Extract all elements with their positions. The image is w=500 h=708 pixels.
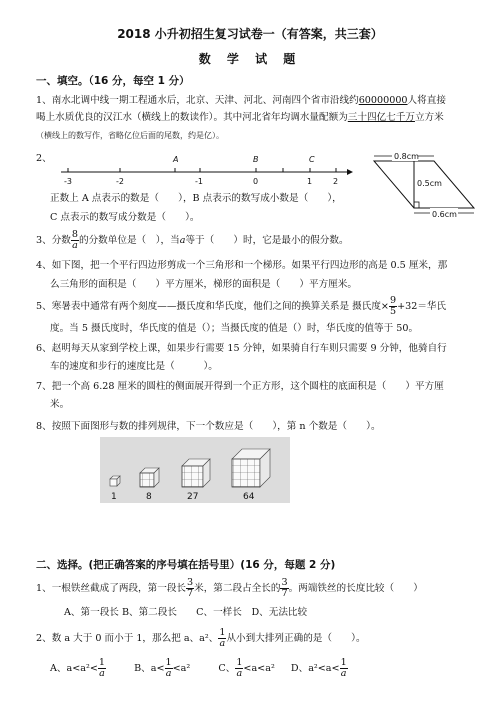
question-2-label: 2、	[36, 153, 52, 164]
s2q2-option-c-num: 1	[236, 657, 243, 668]
s2q2-option-d-den: a	[340, 668, 347, 679]
tick-label-two: 2	[333, 177, 339, 186]
q5-text-a: 5、寒暑表中通常有两个刻度——摄氏度和华氏度，他们之间的换算关系是 摄氏度×	[36, 301, 389, 312]
s2q2-option-b-fraction	[165, 658, 173, 679]
question-7-line-1: 7、把一个高 6.28 厘米的圆柱的侧面展开得到一个正方形，这个圆柱的底面积是（ ）平方厘	[36, 381, 444, 392]
number-line-diagram	[55, 150, 355, 192]
q3-text-c: 等于（ ）时，它是最小的假分数。	[185, 235, 349, 246]
question-5-line-1	[36, 296, 446, 317]
q5-text-b: +32＝华氏	[397, 301, 447, 312]
section-2-question-2	[36, 628, 366, 649]
section-2-question-2-options	[50, 658, 348, 679]
tick-label-neg1: -1	[195, 177, 203, 186]
tick-label-neg3: -3	[64, 177, 72, 186]
question-6-line-1: 6、赵明每天从家到学校上课，如果步行需要 15 分钟，如果骑自行车则只需要 9 分钟，他骑自行	[36, 343, 447, 354]
question-5-line-2: 度。当 5 摄氏度时，华氏度的值是（）；当摄氏度的值是（）时，华氏度的值等于 50。	[50, 323, 419, 334]
q3-variable: a	[179, 235, 186, 246]
s2q1-text-c: 。两端铁丝的长度比较（ ）	[288, 583, 423, 594]
bottom-length-label: 0.6cm	[432, 210, 457, 219]
q1-text-c: 喝上水质优良的汉江水（横线上的数读作）。其中河北省年均调水量配额为	[36, 112, 348, 123]
s2q2-option-a-fraction	[98, 658, 106, 679]
cube-8	[140, 468, 159, 487]
parallelogram-diagram	[368, 150, 484, 222]
s2q2-option-b-tail: <a²	[172, 663, 191, 674]
document-subtitle: 数 学 试 题	[198, 52, 302, 66]
section-2-heading: 二、选择。(把正确答案的序号填在括号里）(16 分，每题 2 分)	[36, 559, 336, 571]
question-2-line-2: C 点表示的数写成分数是（ ）。	[50, 212, 200, 223]
q3-text-a: 3、分数	[36, 235, 71, 246]
q1-text-d: 立方米	[414, 112, 444, 123]
q3-text-b: 的分数单位是（ ），当	[79, 235, 180, 246]
point-label-b: B	[253, 155, 259, 164]
question-1-line-1	[36, 94, 446, 107]
s2q2-option-d-fraction	[340, 658, 348, 679]
cube-label-1: 1	[111, 492, 117, 502]
q5-fraction-numerator: 9	[389, 295, 397, 306]
s2q2-fraction-denominator: a	[219, 638, 226, 649]
question-7-line-2: 米。	[50, 399, 70, 410]
tick-label-zero: 0	[253, 177, 259, 186]
cube-stacks	[100, 437, 290, 503]
q1-population-number: 60000000	[358, 95, 408, 106]
question-4-line-2: 么三角形的面积是（ ）平方厘米，梯形的面积是（ ）平方厘米。	[50, 279, 357, 290]
question-1-line-3: （横线上的数写作，省略亿位后面的尾数，约是亿）。	[36, 131, 224, 140]
s2q1-text-a: 1、一根铁丝截成了两段，第一段长	[36, 583, 187, 594]
document-title: 2018 小升初招生复习试卷一（有答案，共三套）	[117, 27, 383, 41]
question-2-line-1: 正数上 A 点表示的数是（ ），B 点表示的数写成小数是（ ），	[50, 193, 342, 204]
section-2-question-1-options: A、第一段长 B、第二段长 C、一样长 D、无法比较	[64, 607, 308, 618]
question-6-line-2: 车的速度和步行的速度比是（ ）。	[50, 361, 218, 372]
s2q2-option-a-num: 1	[98, 657, 105, 668]
s2q1-fraction-2-denominator: 7	[281, 588, 288, 599]
cube-pattern-image	[100, 437, 290, 503]
s2q1-fraction-1-denominator: 7	[187, 588, 194, 599]
question-1-line-2	[36, 111, 444, 124]
cube-label-8: 8	[146, 492, 152, 502]
tick-label-one: 1	[307, 177, 313, 186]
s2q1-fraction-1	[186, 578, 194, 599]
q5-fraction	[389, 296, 397, 317]
section-1-heading: 一、填空。（16 分，每空 1 分）	[36, 75, 190, 87]
s2q2-option-c: C、	[218, 663, 236, 674]
s2q2-option-c-tail: <a<a²	[243, 663, 275, 674]
point-label-c: C	[309, 155, 315, 164]
cube-label-64: 64	[243, 492, 255, 502]
question-8-line-1: 8、按照下面图形与数的排列规律，下一个数应是（ ），第 n 个数是（ ）。	[36, 421, 381, 432]
s2q2-option-b-den: a	[165, 668, 172, 679]
s2q2-option-b-num: 1	[165, 657, 172, 668]
s2q2-option-b: B、a<	[134, 663, 165, 674]
s2q2-option-a-den: a	[99, 668, 105, 679]
cube-label-27: 27	[187, 492, 199, 502]
s2q2-option-d: D、a²<a<	[290, 663, 340, 674]
s2q2-option-c-den: a	[236, 668, 243, 679]
q1-text-a: 1、南水北调中线一期工程通水后，北京、天津、河北、河南四个省市沿线约	[36, 95, 359, 106]
q1-water-quota: 三十四亿七千万	[347, 112, 415, 123]
q3-fraction	[71, 230, 79, 251]
q3-fraction-denominator: a	[72, 240, 78, 251]
s2q2-option-a: A、a<a²<	[50, 663, 98, 674]
s2q1-fraction-2	[280, 578, 288, 599]
question-3	[36, 230, 349, 251]
q5-fraction-denominator: 5	[389, 306, 397, 317]
s2q1-fraction-2-numerator: 3	[281, 577, 288, 588]
cube-1	[110, 476, 120, 486]
section-2-question-1	[36, 578, 423, 599]
q1-text-b: 人将直接	[407, 95, 446, 106]
s2q2-text-a: 2、数 a 大于 0 而小于 1，那么把 a、a²、	[36, 633, 219, 644]
height-label: 0.5cm	[417, 179, 442, 188]
cube-27	[182, 459, 210, 487]
cube-64	[232, 449, 270, 487]
s2q2-fraction-numerator: 1	[219, 627, 226, 638]
top-length-label: 0.8cm	[394, 152, 419, 161]
s2q1-text-b: 米，第二段占全长的	[194, 583, 281, 594]
s2q2-text-b: 从小到大排列正确的是（ ）。	[226, 633, 366, 644]
q3-fraction-numerator: 8	[71, 229, 78, 240]
s2q2-option-d-num: 1	[340, 657, 347, 668]
point-label-a: A	[173, 155, 179, 164]
question-4-line-1: 4、如下图，把一个平行四边形剪成一个三角形和一个梯形。如果平行四边形的高是 0.5 厘米，那	[36, 260, 448, 271]
tick-label-neg2: -2	[116, 177, 124, 186]
s2q1-fraction-1-numerator: 3	[187, 577, 194, 588]
